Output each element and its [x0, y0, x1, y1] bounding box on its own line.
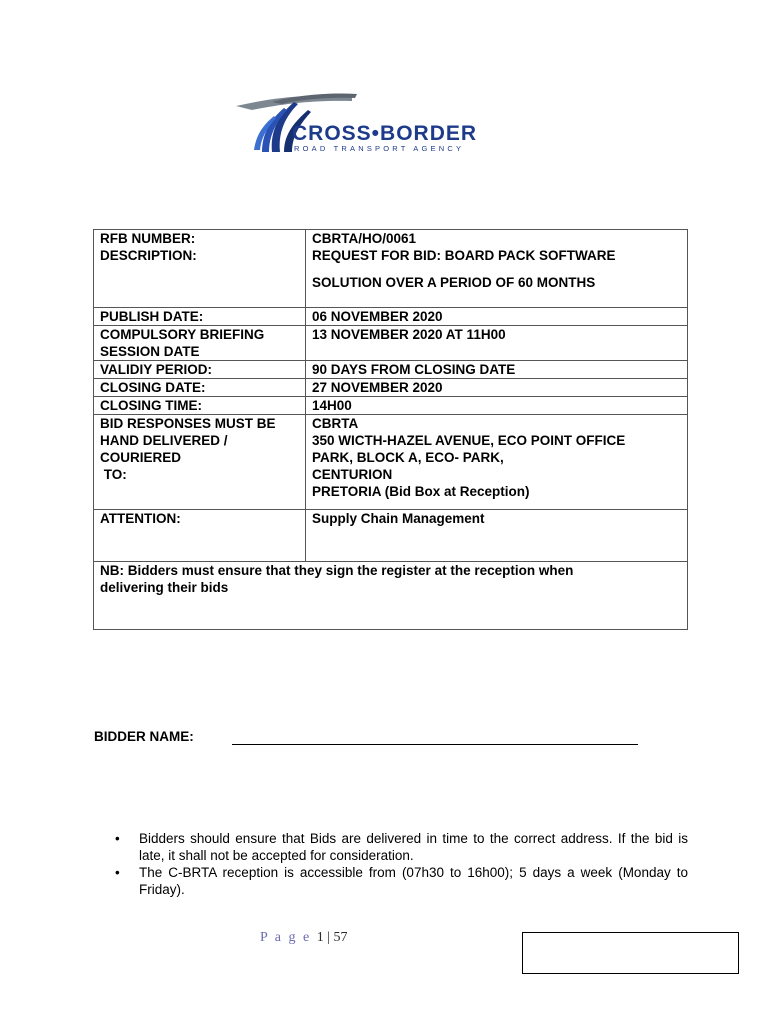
- rfb-number-label: RFB NUMBER:: [100, 231, 196, 246]
- bullet-icon: •: [115, 865, 120, 880]
- table-row: [94, 326, 688, 361]
- briefing-date-value: 13 NOVEMBER 2020 AT 11H00: [306, 326, 688, 361]
- delivery-address-cell: [306, 415, 688, 510]
- table-row: [94, 379, 688, 397]
- cross-border-logo: [232, 92, 512, 160]
- table-row: [94, 415, 688, 510]
- nb-notice-cell: [94, 562, 688, 630]
- validity-period-label: VALIDIY PERIOD:: [94, 361, 306, 379]
- delivery-label-line-3: COURIERED: [100, 450, 182, 465]
- list-item: [112, 864, 688, 898]
- nb-notice-line-1: NB: Bidders must ensure that they sign the register at the reception when: [100, 563, 574, 578]
- table-row: [94, 361, 688, 379]
- table-row: [94, 230, 688, 308]
- note-text: The C-BRTA reception is accessible from (07h30 to 16h00); 5 days a week (Monday to Friday).: [139, 865, 688, 897]
- nb-notice-line-2: delivering their bids: [100, 580, 229, 595]
- stamp-box: [522, 932, 739, 974]
- publish-date-label: PUBLISH DATE:: [94, 308, 306, 326]
- logo-wordmark: CROSS•BORDER: [292, 122, 478, 145]
- label-cell: [94, 230, 306, 308]
- attention-label: ATTENTION:: [94, 510, 306, 562]
- list-item: [112, 830, 688, 864]
- page-footer: [260, 930, 348, 946]
- briefing-label-line-2: SESSION DATE: [100, 344, 200, 359]
- publish-date-value: 06 NOVEMBER 2020: [306, 308, 688, 326]
- logo-subtitle: ROAD TRANSPORT AGENCY: [294, 144, 465, 153]
- closing-time-label: CLOSING TIME:: [94, 397, 306, 415]
- delivery-address-line-4: CENTURION: [312, 467, 393, 482]
- table-row: [94, 510, 688, 562]
- notes-list: [112, 830, 688, 898]
- delivery-label-line-2: HAND DELIVERED /: [100, 433, 228, 448]
- bid-info-table: [93, 229, 688, 630]
- table-row: [94, 397, 688, 415]
- closing-time-value: 14H00: [306, 397, 688, 415]
- description-value-line-1: REQUEST FOR BID: BOARD PACK SOFTWARE: [312, 248, 616, 263]
- value-cell: [306, 230, 688, 308]
- page-label: P a g e: [260, 930, 312, 945]
- validity-period-value: 90 DAYS FROM CLOSING DATE: [306, 361, 688, 379]
- rfb-number-value: CBRTA/HO/0061: [312, 231, 417, 246]
- delivery-label-line-1: BID RESPONSES MUST BE: [100, 416, 276, 431]
- attention-value: Supply Chain Management: [306, 510, 688, 562]
- briefing-label-cell: [94, 326, 306, 361]
- bidder-name-label: BIDDER NAME:: [94, 729, 194, 744]
- description-label: DESCRIPTION:: [100, 248, 197, 263]
- bullet-icon: •: [115, 831, 120, 846]
- delivery-address-line-2: 350 WICTH-HAZEL AVENUE, ECO POINT OFFICE: [312, 433, 626, 448]
- briefing-label-line-1: COMPULSORY BRIEFING: [100, 327, 265, 342]
- delivery-label-line-4: TO:: [100, 467, 127, 482]
- note-text: Bidders should ensure that Bids are delivered in time to the correct address. If the bid is late, it shall not be accepted for consideration.: [139, 831, 688, 863]
- table-row: [94, 308, 688, 326]
- description-value-line-2: SOLUTION OVER A PERIOD OF 60 MONTHS: [312, 275, 596, 290]
- delivery-address-line-1: CBRTA: [312, 416, 359, 431]
- table-row: [94, 562, 688, 630]
- closing-date-label: CLOSING DATE:: [94, 379, 306, 397]
- delivery-address-line-5: PRETORIA (Bid Box at Reception): [312, 484, 530, 499]
- closing-date-value: 27 NOVEMBER 2020: [306, 379, 688, 397]
- page-number: 1 | 57: [316, 930, 348, 945]
- delivery-address-line-3: PARK, BLOCK A, ECO- PARK,: [312, 450, 504, 465]
- bidder-name-field[interactable]: [232, 744, 638, 745]
- delivery-label-cell: [94, 415, 306, 510]
